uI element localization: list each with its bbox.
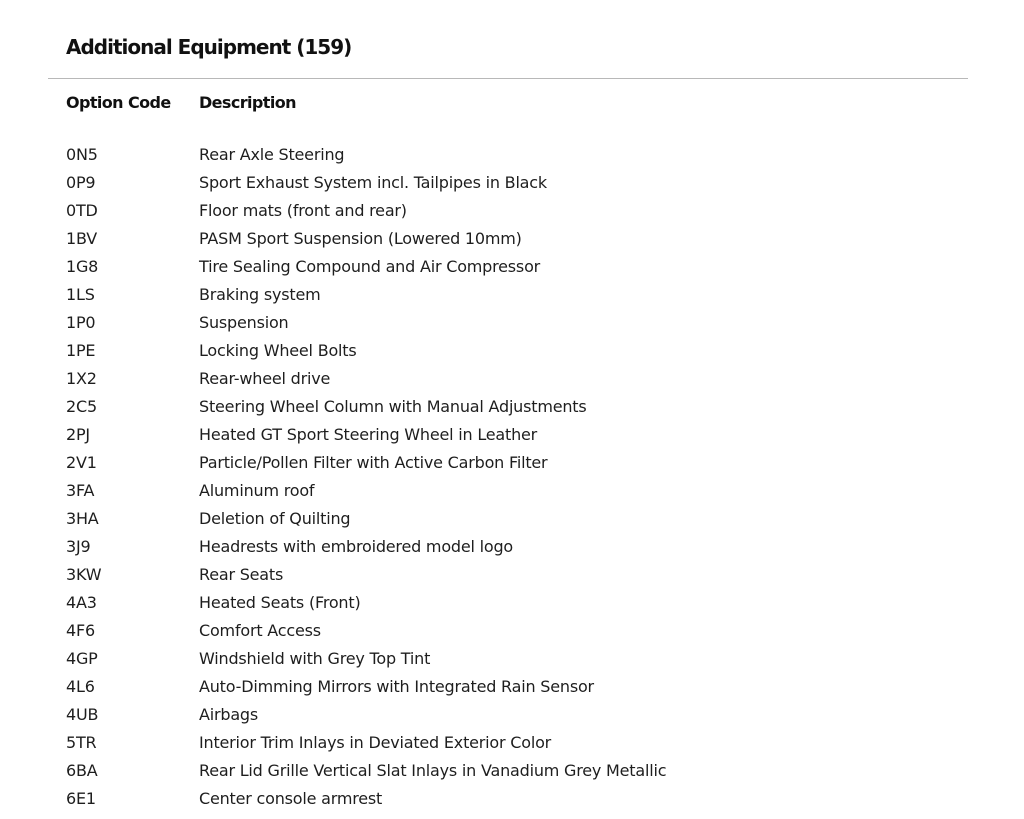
table-row	[66, 672, 966, 700]
option-description: Suspension	[199, 312, 289, 332]
option-code: 6E1	[66, 788, 96, 808]
option-description: Headrests with embroidered model logo	[199, 536, 514, 556]
table-row	[66, 616, 966, 644]
option-code: 2C5	[66, 396, 97, 416]
table-row	[66, 140, 966, 168]
option-description: Floor mats (front and rear)	[199, 200, 407, 220]
option-description: PASM Sport Suspension (Lowered 10mm)	[199, 228, 522, 248]
option-description: Rear-wheel drive	[199, 368, 331, 388]
option-code: 0TD	[66, 200, 98, 220]
section-title: Additional Equipment (159)	[66, 35, 352, 59]
option-description: Heated GT Sport Steering Wheel in Leather	[199, 424, 538, 444]
option-code: 2PJ	[66, 424, 90, 444]
table-row	[66, 756, 966, 784]
option-code: 5TR	[66, 732, 97, 752]
option-description: Aluminum roof	[199, 480, 315, 500]
option-code: 1X2	[66, 368, 97, 388]
option-description: Braking system	[199, 284, 321, 304]
option-description: Tire Sealing Compound and Air Compressor	[199, 256, 541, 276]
option-description: Heated Seats (Front)	[199, 592, 361, 612]
table-row	[66, 308, 966, 336]
option-description: Deletion of Quilting	[199, 508, 351, 528]
option-code: 3FA	[66, 480, 95, 500]
table-row	[66, 196, 966, 224]
table-row	[66, 448, 966, 476]
option-code: 4F6	[66, 620, 95, 640]
table-row	[66, 336, 966, 364]
option-code: 4UB	[66, 704, 99, 724]
option-code: 4A3	[66, 592, 97, 612]
option-description: Windshield with Grey Top Tint	[199, 648, 431, 668]
table-row	[66, 644, 966, 672]
table-row	[66, 252, 966, 280]
option-description: Sport Exhaust System incl. Tailpipes in Black	[199, 172, 547, 192]
option-code: 4L6	[66, 676, 95, 696]
table-row	[66, 224, 966, 252]
table-row	[66, 784, 966, 812]
table-row	[66, 476, 966, 504]
option-code: 1G8	[66, 256, 99, 276]
option-code: 0N5	[66, 144, 98, 164]
option-code: 3KW	[66, 564, 102, 584]
header-description: Description	[199, 92, 296, 112]
table-row	[66, 420, 966, 448]
table-row	[66, 588, 966, 616]
option-description: Comfort Access	[199, 620, 321, 640]
option-code: 6BA	[66, 760, 98, 780]
option-code: 3J9	[66, 536, 91, 556]
option-description: Rear Seats	[199, 564, 284, 584]
header-option-code: Option Code	[66, 92, 171, 112]
table-row	[66, 560, 966, 588]
option-description: Steering Wheel Column with Manual Adjustments	[199, 396, 587, 416]
table-row	[66, 168, 966, 196]
option-description: Center console armrest	[199, 788, 383, 808]
option-code: 1BV	[66, 228, 98, 248]
table-row	[66, 364, 966, 392]
option-description: Particle/Pollen Filter with Active Carbon Filter	[199, 452, 548, 472]
table-row	[66, 280, 966, 308]
option-description: Rear Axle Steering	[199, 144, 345, 164]
table-header	[66, 88, 966, 116]
option-code: 1PE	[66, 340, 96, 360]
option-description: Rear Lid Grille Vertical Slat Inlays in Vanadium Grey Metallic	[199, 760, 667, 780]
option-description: Auto-Dimming Mirrors with Integrated Rain Sensor	[199, 676, 594, 696]
table-body	[66, 140, 966, 812]
equipment-table	[66, 88, 966, 812]
table-row	[66, 700, 966, 728]
option-description: Interior Trim Inlays in Deviated Exterior Color	[199, 732, 552, 752]
option-code: 4GP	[66, 648, 98, 668]
option-code: 3HA	[66, 508, 99, 528]
option-code: 0P9	[66, 172, 96, 192]
option-code: 1LS	[66, 284, 95, 304]
table-row	[66, 728, 966, 756]
option-code: 1P0	[66, 312, 96, 332]
table-row	[66, 532, 966, 560]
table-row	[66, 504, 966, 532]
option-description: Locking Wheel Bolts	[199, 340, 357, 360]
table-row	[66, 392, 966, 420]
title-divider	[48, 78, 968, 79]
option-description: Airbags	[199, 704, 259, 724]
option-code: 2V1	[66, 452, 97, 472]
